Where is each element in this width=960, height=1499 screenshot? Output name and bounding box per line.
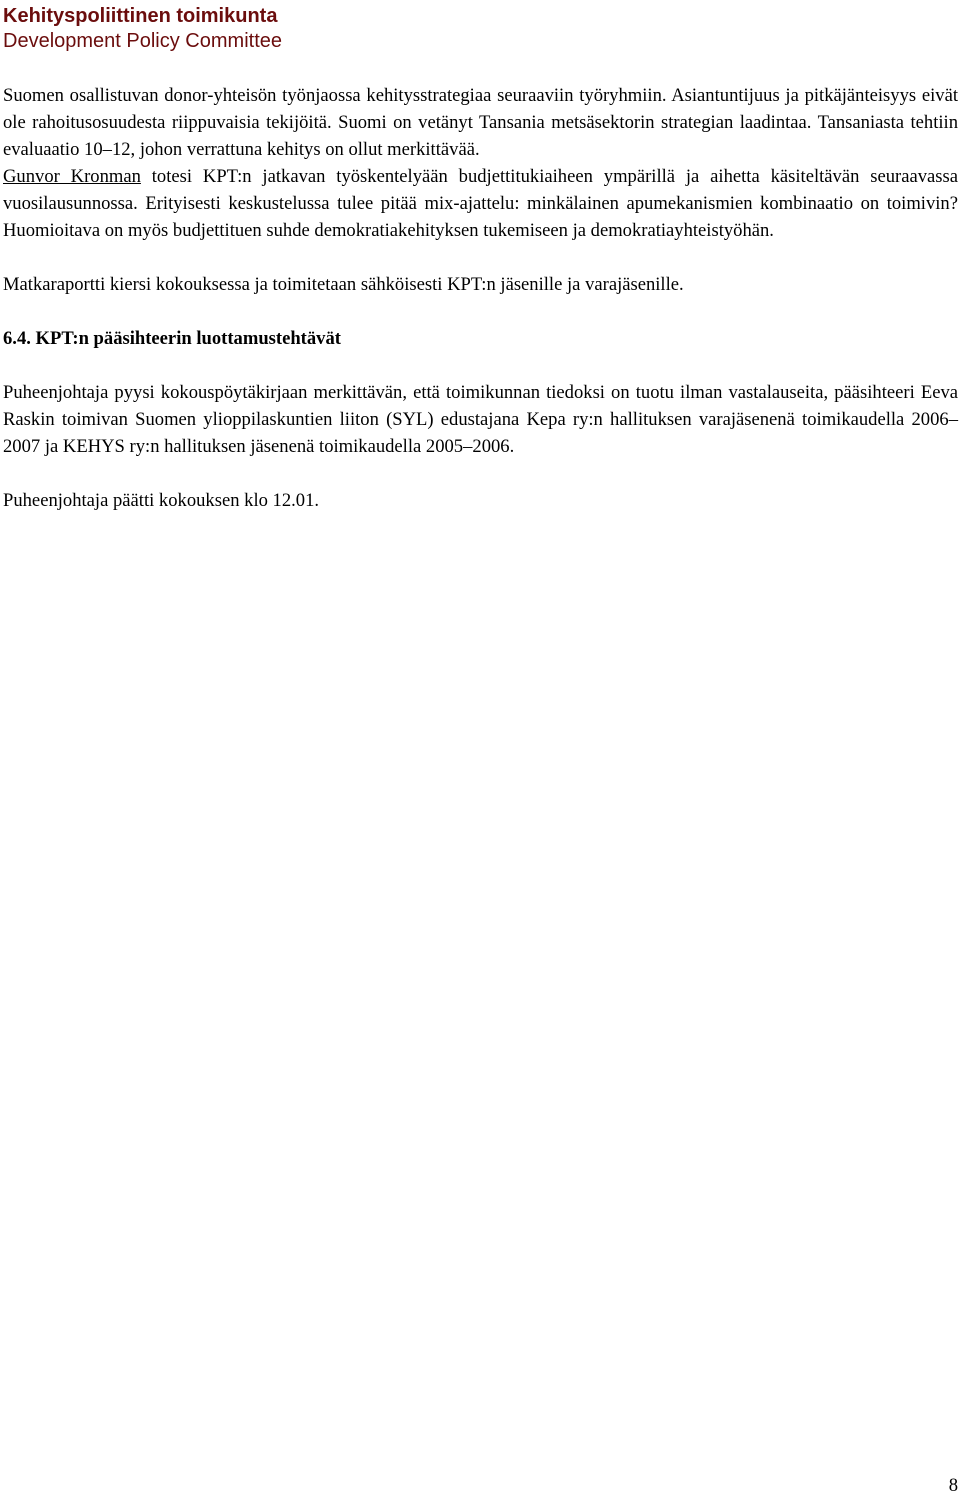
section-heading: 6.4. KPT:n pääsihteerin luottamustehtävät [3, 328, 341, 349]
paragraph-budget-support [3, 163, 958, 244]
paragraph-budget-support-text: totesi KPT:n jatkavan työskentelyään budjettitukiaiheen ympärillä ja aihetta käsiteltävän seuraavassa vuosilausunnossa. Erityisesti keskustelussa tulee pitää mix-ajattelu: minkälainen apumekanismien kombinaatio on toimivin? Huomioitava on myös budjettituen suhde demokratiakehityksen tukemiseen ja demokratiayhteistyöhän. [3, 166, 958, 241]
organization-name-finnish: Kehityspoliittinen toimikunta [3, 5, 278, 27]
paragraph-meeting-closed: Puheenjohtaja päätti kokouksen klo 12.01. [3, 490, 320, 511]
page-number: 8 [948, 1475, 958, 1496]
document-header [3, 4, 282, 54]
paragraph-donor-community: Suomen osallistuvan donor-yhteisön työnjaossa kehitysstrategiaa seuraaviin työryhmiin. Asiantuntijuus ja pitkäjänteisyys eivät ole rahoitusosuudesta riippuvaisia tekijöitä. Suomi on vetänyt Tansania metsäsektorin strategian laadintaa. Tansaniasta tehtiin evaluaatio 10–12, johon verrattuna kehitys on ollut merkittävää. [3, 85, 958, 160]
paragraph-travel-report: Matkaraportti kiersi kokouksessa ja toimitetaan sähköisesti KPT:n jäsenille ja varajäsenille. [3, 274, 684, 295]
document-body [3, 82, 958, 514]
paragraph-secretary-roles: Puheenjohtaja pyysi kokouspöytäkirjaan merkittävän, että toimikunnan tiedoksi on tuotu ilman vastalauseita, pääsihteeri Eeva Raskin toimivan Suomen ylioppilaskuntien liiton (SYL) edustajana Kepa ry:n hallituksen varajäsenenä toimikaudella 2006–2007 ja KEHYS ry:n hallituksen jäsenenä toimikaudella 2005–2006. [3, 382, 958, 457]
organization-name-english: Development Policy Committee [3, 30, 282, 52]
person-name-link: Gunvor Kronman [3, 166, 141, 187]
